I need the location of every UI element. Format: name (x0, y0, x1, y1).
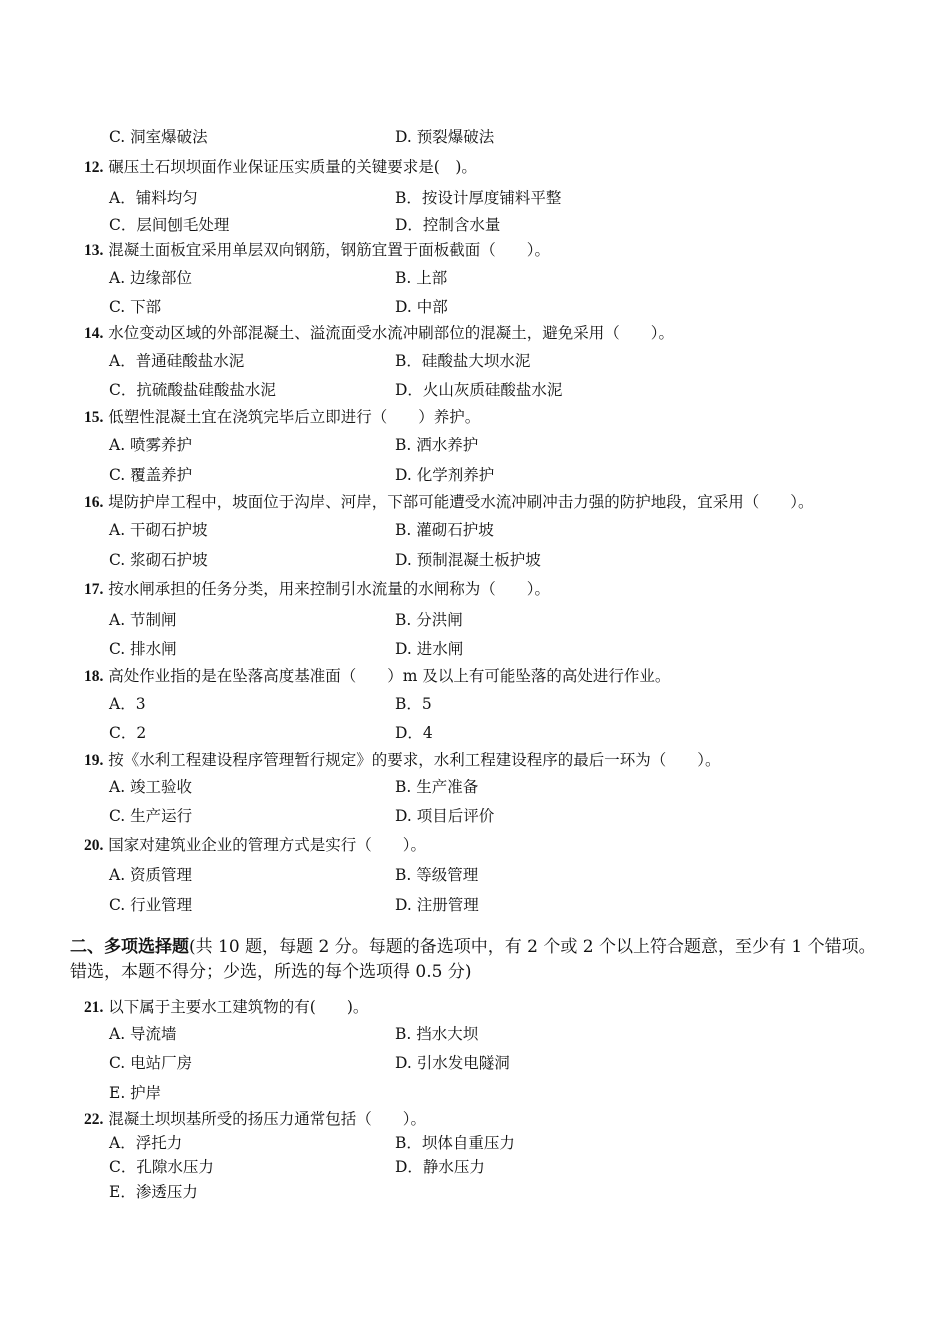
option-d: D. 预制混凝土板护坡 (395, 551, 541, 569)
option-c: C．层间刨毛处理 (109, 216, 230, 234)
section-description: (共 10 题，每题 2 分。每题的备选项中，有 2 个或 2 个以上符合题意，至少有 1 个错项。错选，本题不得分；少选，所选的每个选项得 0.5 分) (70, 937, 876, 982)
question-text: 按水闸承担的任务分类，用来控制引水流量的水闸称为（ ）。 (103, 580, 551, 598)
option-e: E. 护岸 (109, 1084, 162, 1102)
option-b: B. 等级管理 (395, 866, 479, 884)
question-18 (84, 666, 670, 687)
question-21 (84, 997, 368, 1018)
option-a: A. 边缘部位 (109, 269, 193, 287)
question-19 (84, 750, 721, 771)
option-d: D. 预裂爆破法 (395, 128, 495, 146)
option-c: C. 洞室爆破法 (109, 128, 208, 146)
question-number: 12. (84, 159, 104, 176)
option-a: A. 竣工验收 (109, 778, 193, 796)
option-a: A．浮托力 (109, 1134, 183, 1152)
question-number: 21. (84, 999, 104, 1016)
option-b: B．坝体自重压力 (395, 1134, 515, 1152)
question-text: 按《水利工程建设程序管理暂行规定》的要求，水利工程建设程序的最后一环为（ ）。 (103, 751, 721, 769)
question-number: 14. (84, 325, 104, 342)
option-c: C. 排水闸 (109, 640, 177, 658)
question-number: 16. (84, 494, 104, 511)
question-22 (84, 1109, 426, 1130)
question-number: 19. (84, 752, 104, 769)
section-2-header (70, 935, 890, 985)
option-c: C．孔隙水压力 (109, 1158, 214, 1176)
option-d: D. 引水发电隧洞 (395, 1054, 510, 1072)
option-d: D. 中部 (395, 298, 448, 316)
question-12 (84, 157, 477, 178)
option-b: B. 生产准备 (395, 778, 479, 796)
option-a: A. 资质管理 (109, 866, 193, 884)
question-number: 17. (84, 581, 104, 598)
question-13 (84, 240, 550, 261)
option-a: A．普通硅酸盐水泥 (109, 352, 245, 370)
option-a: A. 喷雾养护 (109, 436, 193, 454)
question-text: 堤防护岸工程中，坡面位于沟岸、河岸，下部可能遭受水流冲刷冲击力强的防护地段，宜采用（ ）。 (103, 493, 814, 511)
section-title: 二、多项选择题 (70, 937, 189, 957)
question-text: 混凝土面板宜采用单层双向钢筋，钢筋宜置于面板截面（ ）。 (103, 241, 551, 259)
option-b: B. 分洪闸 (395, 611, 463, 629)
question-text: 混凝土坝坝基所受的扬压力通常包括（ ）。 (103, 1110, 427, 1128)
option-c: C. 电站厂房 (109, 1054, 193, 1072)
question-15 (84, 407, 480, 428)
question-16 (84, 492, 814, 513)
option-e: E．渗透压力 (109, 1183, 198, 1201)
option-b: B. 灌砌石护坡 (395, 521, 494, 539)
option-a: A．铺料均匀 (109, 189, 198, 207)
question-text: 以下属于主要水工建筑物的有( )。 (103, 998, 369, 1016)
option-d: D. 项目后评价 (395, 807, 495, 825)
option-d: D. 化学剂养护 (395, 466, 495, 484)
question-text: 高处作业指的是在坠落高度基准面（ ）m 及以上有可能坠落的高处进行作业。 (103, 667, 671, 685)
option-b: B．5 (395, 695, 432, 713)
option-b: B. 上部 (395, 269, 448, 287)
option-d: D. 注册管理 (395, 896, 479, 914)
question-text: 国家对建筑业企业的管理方式是实行（ ）。 (103, 836, 427, 854)
question-17 (84, 579, 550, 600)
option-b: B．按设计厚度铺料平整 (395, 189, 562, 207)
option-d: D．静水压力 (395, 1158, 485, 1176)
option-b: B．硅酸盐大坝水泥 (395, 352, 531, 370)
option-c: C．2 (109, 724, 147, 742)
option-c: C. 生产运行 (109, 807, 193, 825)
question-text: 水位变动区域的外部混凝土、溢流面受水流冲刷部位的混凝土，避免采用（ ）。 (103, 324, 675, 342)
option-a: A. 干砌石护坡 (109, 521, 208, 539)
option-d: D. 进水闸 (395, 640, 464, 658)
option-a: A. 导流墙 (109, 1025, 177, 1043)
option-c: C．抗硫酸盐硅酸盐水泥 (109, 381, 276, 399)
option-c: C. 下部 (109, 298, 162, 316)
option-a: A. 节制闸 (109, 611, 177, 629)
option-a: A．3 (109, 695, 146, 713)
question-14 (84, 323, 674, 344)
option-c: C. 覆盖养护 (109, 466, 193, 484)
question-number: 15. (84, 409, 104, 426)
option-d: D．控制含水量 (395, 216, 501, 234)
option-d: D．4 (395, 724, 433, 742)
option-c: C. 浆砌石护坡 (109, 551, 208, 569)
question-number: 18. (84, 668, 104, 685)
question-number: 20. (84, 837, 104, 854)
option-d: D．火山灰质硅酸盐水泥 (395, 381, 563, 399)
question-number: 13. (84, 242, 104, 259)
option-b: B. 挡水大坝 (395, 1025, 479, 1043)
question-number: 22. (84, 1111, 104, 1128)
question-text: 低塑性混凝土宜在浇筑完毕后立即进行（ ）养护。 (103, 408, 481, 426)
question-text: 碾压土石坝坝面作业保证压实质量的关键要求是( )。 (103, 158, 477, 176)
option-c: C. 行业管理 (109, 896, 193, 914)
option-b: B. 洒水养护 (395, 436, 479, 454)
question-20 (84, 835, 426, 856)
